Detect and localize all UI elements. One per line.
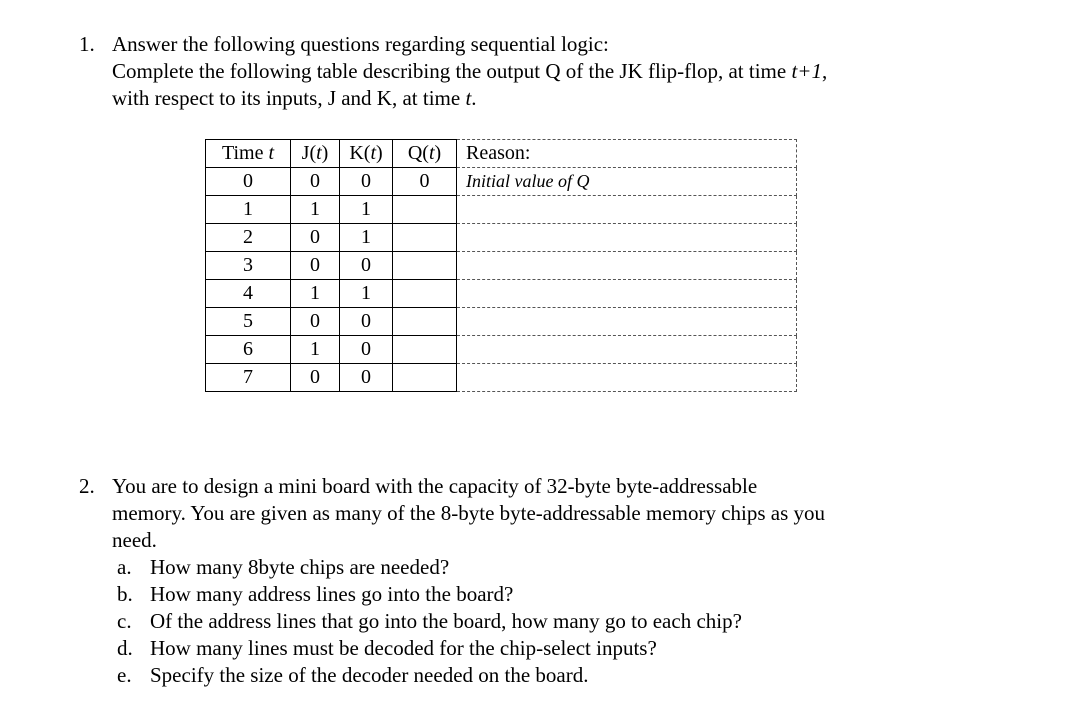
cell-q xyxy=(393,280,457,308)
subquestion-letter: e. xyxy=(117,663,132,687)
question-2-number: 2. xyxy=(79,474,95,498)
cell-reason xyxy=(457,336,797,364)
cell-q xyxy=(393,196,457,224)
header-time xyxy=(206,140,291,168)
question-2-line-2: memory. You are given as many of the 8-byte byte-addressable memory chips as you xyxy=(112,501,826,525)
table-header-row xyxy=(206,140,797,168)
cell-reason xyxy=(457,252,797,280)
header-q-var: t xyxy=(428,142,435,164)
subquestion-letter: c. xyxy=(117,609,132,633)
cell-time: 6 xyxy=(206,336,291,364)
header-j-close: ) xyxy=(321,142,329,164)
time-current-suffix: . xyxy=(471,86,477,110)
question-2-subquestions xyxy=(112,554,942,689)
cell-j: 0 xyxy=(291,252,340,280)
cell-j: 0 xyxy=(291,364,340,392)
subquestion-e xyxy=(117,662,942,689)
cell-q: 0 xyxy=(393,168,457,196)
cell-time: 4 xyxy=(206,280,291,308)
header-q-label: Q( xyxy=(407,142,429,164)
question-1-line-3 xyxy=(112,85,827,112)
cell-reason xyxy=(457,308,797,336)
header-j xyxy=(291,140,340,168)
time-current-var: t xyxy=(465,86,472,110)
question-2-line-1: You are to design a mini board with the capacity of 32-byte byte-addressable xyxy=(112,474,758,498)
subquestion-text: How many lines must be decoded for the chip-select inputs? xyxy=(150,636,657,660)
table-row xyxy=(206,168,797,196)
question-1-line-3-text: with respect to its inputs, J and K, at time xyxy=(112,86,466,110)
cell-q xyxy=(393,252,457,280)
time-next-suffix: , xyxy=(821,59,828,83)
subquestion-letter: a. xyxy=(117,555,132,579)
cell-reason xyxy=(457,364,797,392)
question-2-line-3: need. xyxy=(112,528,157,552)
table-row xyxy=(206,224,797,252)
cell-time: 3 xyxy=(206,252,291,280)
cell-j: 0 xyxy=(291,168,340,196)
cell-j: 1 xyxy=(291,336,340,364)
cell-j: 1 xyxy=(291,196,340,224)
subquestion-letter: b. xyxy=(117,582,133,606)
cell-k: 0 xyxy=(340,308,393,336)
subquestion-c xyxy=(117,608,942,635)
cell-q xyxy=(393,364,457,392)
cell-q xyxy=(393,308,457,336)
cell-q xyxy=(393,336,457,364)
table-row xyxy=(206,308,797,336)
cell-reason: Initial value of Q xyxy=(457,168,797,196)
header-time-var: t xyxy=(268,142,275,164)
cell-time: 5 xyxy=(206,308,291,336)
time-next-var: t+1 xyxy=(791,59,822,83)
question-1-body xyxy=(112,31,827,112)
cell-k: 0 xyxy=(340,364,393,392)
cell-k: 0 xyxy=(340,252,393,280)
cell-reason xyxy=(457,196,797,224)
jk-flip-flop-table xyxy=(205,139,797,392)
subquestion-text: Specify the size of the decoder needed on the board. xyxy=(150,663,589,687)
cell-q xyxy=(393,224,457,252)
question-1-line-2-text: Complete the following table describing the output Q of the JK flip-flop, at time xyxy=(112,59,792,83)
cell-k: 0 xyxy=(340,336,393,364)
cell-time: 1 xyxy=(206,196,291,224)
header-k-var: t xyxy=(370,142,376,164)
question-1-line-2 xyxy=(112,58,827,85)
cell-k: 1 xyxy=(340,196,393,224)
table-row xyxy=(206,336,797,364)
table-row xyxy=(206,196,797,224)
cell-time: 7 xyxy=(206,364,291,392)
subquestion-b xyxy=(117,581,942,608)
cell-j: 1 xyxy=(291,280,340,308)
jk-table-wrapper xyxy=(205,139,797,392)
cell-k: 1 xyxy=(340,280,393,308)
cell-k: 1 xyxy=(340,224,393,252)
cell-j: 0 xyxy=(291,224,340,252)
header-j-var: t xyxy=(316,142,322,164)
subquestion-a xyxy=(117,554,942,581)
subquestion-d xyxy=(117,635,942,662)
table-row xyxy=(206,252,797,280)
question-2-body xyxy=(112,473,942,689)
header-k-label: K( xyxy=(349,142,371,164)
header-q-close: ) xyxy=(434,142,442,164)
cell-j: 0 xyxy=(291,308,340,336)
header-reason: Reason: xyxy=(457,140,797,168)
header-q xyxy=(393,140,457,168)
table-row xyxy=(206,280,797,308)
header-k-close: ) xyxy=(376,142,383,164)
cell-time: 0 xyxy=(206,168,291,196)
subquestion-letter: d. xyxy=(117,636,133,660)
question-1-number: 1. xyxy=(79,32,95,56)
header-j-label: J( xyxy=(301,142,317,164)
table-row xyxy=(206,364,797,392)
cell-time: 2 xyxy=(206,224,291,252)
subquestion-text: How many 8byte chips are needed? xyxy=(150,555,450,579)
cell-reason xyxy=(457,280,797,308)
cell-k: 0 xyxy=(340,168,393,196)
header-time-label: Time xyxy=(221,142,269,164)
question-1-line-1: Answer the following questions regarding sequential logic: xyxy=(112,32,609,56)
header-k xyxy=(340,140,393,168)
subquestion-text: How many address lines go into the board? xyxy=(150,582,514,606)
cell-reason xyxy=(457,224,797,252)
subquestion-text: Of the address lines that go into the board, how many go to each chip? xyxy=(150,609,742,633)
